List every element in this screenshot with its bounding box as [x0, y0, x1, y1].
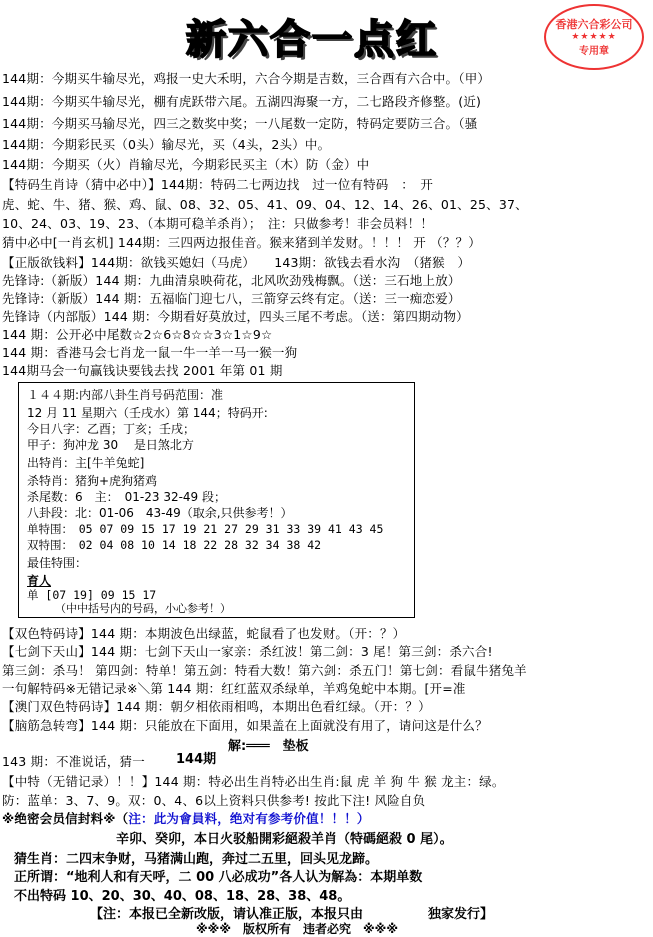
company-stamp [544, 4, 644, 70]
text-line: 144期：今期买马输尽光，四三之数奖中奖；一八尾数一定防，特码定要防三合。（骚 [2, 116, 478, 131]
text-line: 先锋诗（内部版）144 期：今期看好莫放过，四头三尾不考虑。（送：第四期动物） [2, 309, 469, 324]
text-line: 144期：今期彩民买（0头）输尽光，买（4头，2头）中。 [2, 137, 331, 152]
text-line: 144期：今期买牛输尽光，棚有虎跃带六尾。五湖四海聚一方，二七路段齐修整。(近) [2, 94, 482, 109]
riddle-answer: 解:═══ 垫板 [228, 739, 309, 754]
text-line: 144 期：公开必中尾数☆2☆6☆8☆☆3☆1☆9☆ [2, 327, 273, 342]
box-line: 杀尾数：6 主： 01-23 32-49 段； [27, 490, 227, 504]
text-line: 143 期：不准说话，猜一 [2, 754, 145, 769]
page-title: 新六合一点红 [186, 17, 438, 63]
box-line: 甲子：狗冲龙 30 是日煞北方 [27, 438, 194, 452]
box-line: 今日八字：乙酉；丁亥；壬戌； [27, 422, 196, 436]
text-line: 【脑筋急转弯】144 期：只能放在下面用，如果盖在上面就没有用了，请问这是什么？ [2, 718, 488, 733]
text-line: 144期：今期买牛输尽光，鸡报一史大禾明，六合今期是吉数，三合酉有六合中。（甲） [2, 71, 491, 86]
text-line: 【澳门双色特码诗】144 期：朝夕相依雨相鸣，本期出色看红绿。（开：？） [2, 699, 431, 714]
text-line: 第三剑：杀马！ 第四剑：特单！第五剑：特看大数！第六剑：杀五门！第七剑：看鼠牛猪兔羊 [2, 663, 527, 678]
text-line: 【双色特码诗】144 期：本期波色出绿蓝，蛇鼠看了也发财。（开：？） [2, 626, 406, 641]
box-line: 育人 [27, 574, 52, 588]
text-line: 防：蓝单：3、7、9。双：0、4、6以上资料只供参考! 按此下注! 风险自负 [2, 793, 426, 808]
text-line: 先锋诗:（新版）144 期：九曲清泉映荷花，北风吹劲残梅飘。（送：三石地上放） [2, 273, 461, 288]
overlay-label: 144期 [176, 752, 217, 767]
vip-prefix: ※绝密会员信封料※（ [2, 811, 129, 826]
footer-copyright: ※※※ 版权所有 违者必究 ※※※ [196, 922, 398, 936]
stamp-top-text: 香港六合彩公司 [555, 18, 633, 31]
box-line: （中中括号内的号码，小心参考！） [55, 602, 231, 615]
text-line: 10、24、03、19、23、（本期可稳羊杀肖）； 注：只做参考！非会员料！！ [2, 216, 434, 231]
box-line: 双特围： 02 04 08 10 14 18 22 28 32 34 38 42 [27, 538, 322, 552]
text-line: 一句解特码※无错记录※＼第 144 期：红红蓝双杀绿单，羊鸡兔蛇中本期。[开=准 [2, 681, 466, 696]
text-line: 不出特码 10、20、30、40、08、18、28、38、48。 [14, 889, 351, 904]
text-line: 先锋诗:（新版）144 期：五福临门迎七八，三箭穿云终有定。（送：三一痴恋爱） [2, 291, 461, 306]
box-line: 单特围： 05 07 09 15 17 19 21 27 29 31 33 39 41 43 45 [27, 522, 384, 536]
box-line: 12 月 11 星期六（壬戌水）第 144；特码开: [27, 406, 268, 420]
text-line: 虎、蛇、牛、猪、猴、鸡、鼠、08、32、05、41、09、04、12、14、26、01、25、37、 [2, 197, 528, 212]
text-line: 猜生肖：二四末争财，马猪满山跑，奔过二五里，回头见龙蹄。 [14, 852, 379, 867]
text-line: 【中特（无错记录）！！】144 期：特必出生肖特必出生肖:鼠 虎 羊 狗 牛 猴 龙主：绿。 [2, 774, 505, 789]
text-line: 144期：今期买（火）肖输尽光，今期彩民买主（木）防（金）中 [2, 157, 370, 172]
text-line: 144期马会一句赢钱诀要钱去找 2001 年第 01 期 [2, 363, 283, 378]
stamp-stars: ★★★★★ [571, 32, 617, 42]
text-line: 144 期：香港马会七肖龙一鼠一牛一羊一马一猴一狗 [2, 345, 298, 360]
stamp-bottom-text: 专用章 [579, 46, 609, 57]
box-line: 最佳特围： [27, 556, 88, 570]
footer-note: 【注：本报已全新改版，请认准正版，本报只由 独家发行】 [90, 907, 494, 922]
text-line: 正所谓：“地利人和有天呼，二 00 八必成功”各人认为解為：本期单数 [14, 870, 423, 885]
text-line: 【七剑下天山】144 期：七剑下天山一家亲：杀红波！第二剑：3 尾！第三剑：杀六合! [2, 644, 493, 659]
text-line: 辛卯、癸卯，本日火驳船開彩絕殺羊肖（特碼絕殺 0 尾）。 [116, 832, 453, 847]
text-line: 猜中必中[一肖玄机] 144期：三四两边报佳音。猴来猪到羊发财。！！！ 开 （？？） [2, 235, 481, 250]
box-line: １４４期:内部八卦生肖号码范围：准 [27, 388, 224, 402]
vip-body: 注：此为會員料，绝对有参考价值！！！） [128, 811, 370, 826]
box-line: 出特肖：主[牛羊兔蛇] [27, 456, 145, 470]
box-line: 八卦段：北：01-06 43-49（取余,只供参考！） [27, 506, 293, 520]
text-line: 【特码生肖诗（猜中必中）】144期：特码二七两边找 过一位有特码 ： 开 [2, 177, 434, 192]
text-line: 【正版欲钱料】144期：欲钱买媳妇（马虎） 143期：欲钱去看水沟 （猪猴 ） [2, 255, 471, 270]
box-line: 单 [07 19] 09 15 17 [27, 588, 157, 602]
box-line: 杀特肖：猪狗+虎狗猪鸡 [27, 474, 158, 488]
bagua-info-box [18, 382, 415, 618]
vip-line [2, 810, 370, 828]
